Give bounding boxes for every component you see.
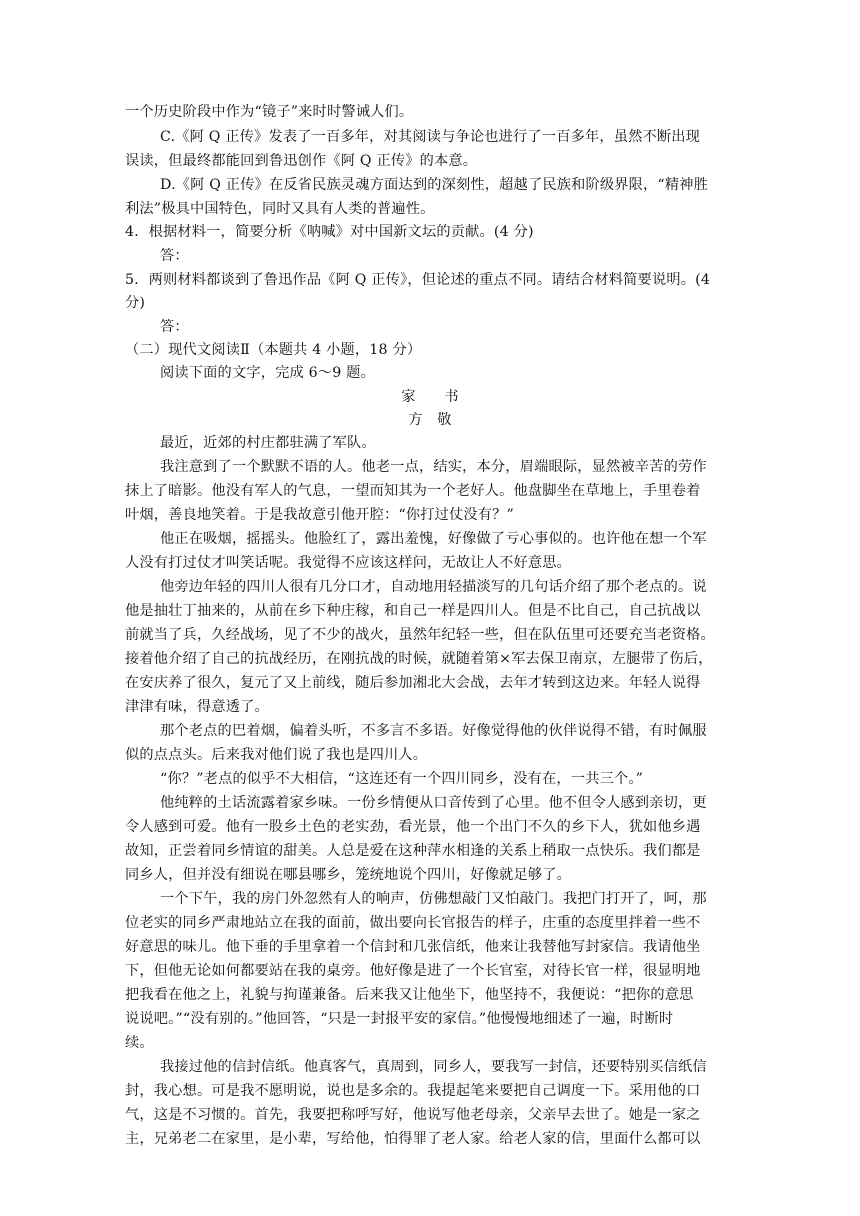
paragraph-line: 他是抽壮丁抽来的，从前在乡下种庄稼，和自己一样是四川人。但是不比自己，自己抗战以 [125,603,701,619]
paragraph-line: 续。 [125,1035,154,1051]
question-5: 5．两则材料都谈到了鲁迅作品《阿 Q 正传》，但论述的重点不同。请结合材料简要说明。(4 [125,272,711,288]
paragraph-line: 他正在吸烟，摇摇头。他脸红了，露出羞愧，好像做了亏心事似的。也许他在想一个军 [160,531,707,547]
paragraph-line: 他纯粹的土话流露着家乡味。一份乡情便从口音传到了心里。他不但令人感到亲切，更 [160,795,707,811]
paragraph-line: 他旁边年轻的四川人很有几分口才，自动地用轻描淡写的几句话介绍了那个老点的。说 [160,579,707,595]
paragraph-line: 气，这是不习惯的。首先，我要把称呼写好，他说写他老母亲，父亲早去世了。她是一家之 [125,1107,701,1123]
paragraph-line: 主，兄弟老二在家里，是小辈，写给他，怕得罪了老人家。给老人家的信，里面什么都可以 [125,1131,701,1147]
paragraph-line: 最近，近郊的村庄都驻满了军队。 [160,435,376,451]
paragraph-line: 一个下午，我的房门外忽然有人的响声，仿佛想敲门又怕敲门。我把门打开了，呵，那 [160,891,707,907]
option-c-line: C.《阿 Q 正传》发表了一百多年，对其阅读与争论也进行了一百多年，虽然不断出现 [160,129,701,145]
paragraph-line: 位老实的同乡严肃地站立在我的面前，做出要向长官报告的样子，庄重的态度里拌着一些不 [125,915,701,931]
paragraph-line: 在安庆养了很久，复元了又上前线，随后参加湘北大会战，去年才转到这边来。年轻人说得 [125,675,701,691]
article-author: 方 敬 [408,412,452,428]
text-line: 一个历史阶段中作为“镜子”来时时警诫人们。 [125,104,414,120]
instruction-line: 阅读下面的文字，完成 6～9 题。 [160,365,375,381]
paragraph-line: 我注意到了一个默默不语的人。他老一点，结实，本分，眉端眼际，显然被辛苦的劳作 [160,459,707,475]
paragraph-line: 抹上了暗影。他没有军人的气息，一望而知其为一个老好人。他盘脚坐在草地上，手里卷着 [125,483,701,499]
paragraph-line: 津津有味，得意透了。 [125,699,269,715]
paragraph-line: 叶烟，善良地笑着。于是我故意引他开腔：“你打过仗没有？” [125,507,514,523]
paragraph-line: 人没有打过仗才叫笑话呢。我觉得不应该这样问，无故让人不好意思。 [125,555,572,571]
answer-label: 答： [160,319,189,335]
text-line: 利法”极具中国特色，同时又具有人类的普遍性。 [125,201,435,217]
text-line: 分) [125,295,146,311]
article-title: 家 书 [401,389,459,405]
paragraph-line: 把我看在他之上，礼貌与拘谨兼备。后来我又让他坐下，他坚持不，我便说：“把你的意思 [125,987,694,1003]
paragraph-line: 同乡人，但并没有细说在哪县哪乡，笼统地说个四川，好像就足够了。 [125,867,572,883]
paragraph-line: “你？”老点的似乎不大相信，“这连还有一个四川同乡，没有在，一共三个。” [160,771,644,787]
paragraph-line: 说说吧。”“没有别的。”他回答，“只是一封报平安的家信。”他慢慢地细述了一遍，时断时 [125,1011,674,1027]
paragraph-line: 前就当了兵，久经战场，见了不少的战火，虽然年纪轻一些，但在队伍里可还要充当老资格。 [125,627,715,643]
paragraph-line: 接着他介绍了自己的抗战经历，在刚抗战的时候，就随着第×军去保卫南京，左腿带了伤后， [125,651,713,667]
paragraph-line: 故知，正尝着同乡情谊的甜美。人总是爱在这种萍水相逢的关系上稍取一点快乐。我们都是 [125,843,701,859]
text-line: 误读，但最终都能回到鲁迅创作《阿 Q 正传》的本意。 [125,153,478,169]
answer-label: 答： [160,248,189,264]
paragraph-line: 好意思的味儿。他下垂的手里拿着一个信封和几张信纸，他来让我替他写封家信。我请他坐 [125,939,701,955]
paragraph-line: 封，我心想。可是我不愿明说，说也是多余的。我提起笔来要把自己调度一下。采用他的口 [125,1083,701,1099]
paragraph-line: 下，但他无论如何都要站在我的桌旁。他好像是进了一个长官室，对待长官一样，很显明地 [125,963,701,979]
paragraph-line: 那个老点的巴着烟，偏着头听，不多言不多语。好像觉得他的伙伴说得不错，有时佩服 [160,723,707,739]
paragraph-line: 我接过他的信封信纸。他真客气，真周到，同乡人，要我写一封信，还要特别买信纸信 [160,1059,707,1075]
question-4: 4．根据材料一，简要分析《呐喊》对中国新文坛的贡献。(4 分) [125,224,534,240]
paragraph-line: 似的点点头。后来我对他们说了我也是四川人。 [125,747,428,763]
option-d-line: D.《阿 Q 正传》在反省民族灵魂方面达到的深刻性，超越了民族和阶级界限，“精神胜 [160,177,709,193]
section-heading: （二）现代文阅读Ⅱ（本题共 4 小题，18 分） [125,342,422,358]
paragraph-line: 令人感到可爱。他有一股乡土色的老实劲，看光景，他一个出门不久的乡下人，犹如他乡遇 [125,819,701,835]
